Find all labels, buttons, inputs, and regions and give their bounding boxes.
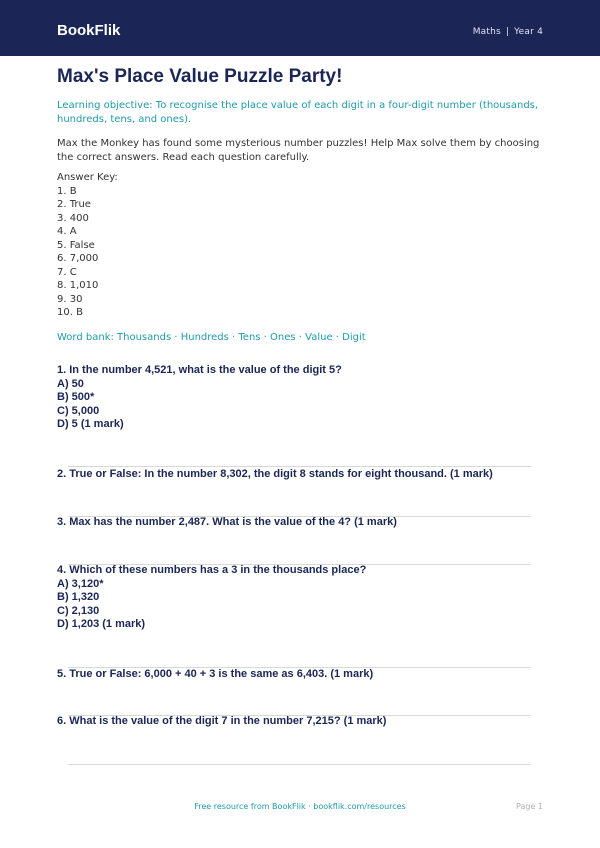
answer-key-item: 10. B xyxy=(57,307,83,318)
divider xyxy=(68,466,531,467)
answer-key-item: 9. 30 xyxy=(57,293,83,305)
subject-label: Maths xyxy=(472,27,501,37)
answer-key-item: 1. B xyxy=(57,185,77,197)
subject-year xyxy=(473,27,543,37)
intro-text: Max the Monkey has found some mysterious number puzzles! Help Max solve them by choosing the correct answers. Read each question carefully. xyxy=(57,138,540,163)
answer-key-heading: Answer Key: xyxy=(57,172,118,183)
brand-logo[interactable]: BookFlik xyxy=(57,22,121,39)
answer-key-item: 5. False xyxy=(57,239,95,251)
answer-key-item: 2. True xyxy=(57,199,91,210)
answer-key-item: 8. 1,010 xyxy=(57,280,99,291)
answer-key-item: 4. A xyxy=(57,226,77,237)
option-b: B) 1,320 xyxy=(57,591,100,603)
option-a: A) 3,120* xyxy=(57,577,104,590)
option-d: D) 1,203 (1 mark) xyxy=(57,618,146,630)
header-bar xyxy=(0,0,600,56)
learning-objective: Learning objective: To recognise the place value of each digit in a four-digit number (thousands, hundreds, tens, and ones). xyxy=(57,100,539,125)
option-c: C) 2,130 xyxy=(57,604,100,617)
answer-key-item: 3. 400 xyxy=(57,212,89,224)
question-text: 3. Max has the number 2,487. What is the value of the 4? (1 mark) xyxy=(57,516,397,528)
divider xyxy=(68,764,531,765)
page-number: Page 1 xyxy=(516,802,543,811)
word-bank: Word bank: Thousands · Hundreds · Tens · Ones · Value · Digit xyxy=(57,332,366,343)
question-text: 6. What is the value of the digit 7 in the number 7,215? (1 mark) xyxy=(57,715,387,727)
question-5 xyxy=(57,668,373,682)
option-b: B) 500* xyxy=(57,391,95,403)
question-2 xyxy=(57,468,493,482)
meta-separator: | xyxy=(505,27,510,37)
footer-text[interactable]: Free resource from BookFlik · bookflik.com/resources xyxy=(194,802,406,811)
option-a: A) 50 xyxy=(57,377,84,390)
answer-key-item: 6. 7,000 xyxy=(57,253,99,264)
option-c: C) 5,000 xyxy=(57,404,100,417)
question-6 xyxy=(57,715,386,729)
question-text: 4. Which of these numbers has a 3 in the thousands place? xyxy=(57,564,367,576)
question-1 xyxy=(57,364,342,432)
question-text: 1. In the number 4,521, what is the value of the digit 5? xyxy=(57,364,342,376)
question-text: 5. True or False: 6,000 + 40 + 3 is the same as 6,403. (1 mark) xyxy=(57,668,374,680)
page-title: Max's Place Value Puzzle Party! xyxy=(57,66,343,87)
question-text: 2. True or False: In the number 8,302, the digit 8 stands for eight thousand. (1 mark) xyxy=(57,468,493,480)
question-4 xyxy=(57,564,366,632)
year-label: Year 4 xyxy=(514,27,543,37)
option-d: D) 5 (1 mark) xyxy=(57,418,124,430)
answer-key-item: 7. C xyxy=(57,266,77,278)
question-3 xyxy=(57,516,397,530)
answer-key xyxy=(57,171,118,320)
